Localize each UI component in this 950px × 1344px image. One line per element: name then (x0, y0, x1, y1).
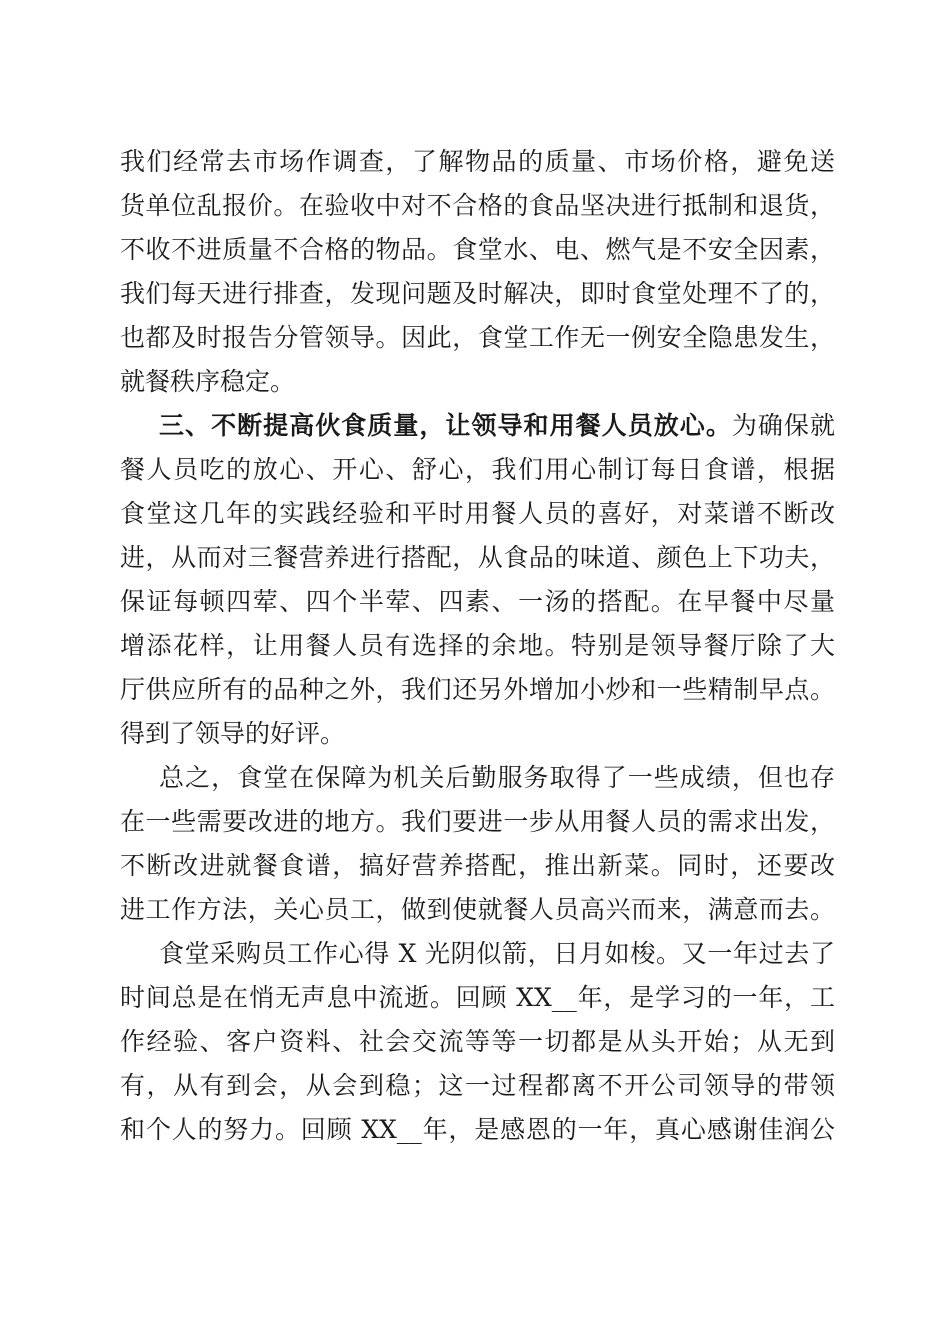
text-line: 我们经常去市场作调查，了解物品的质量、市场价格，避免送 (120, 147, 835, 176)
text-line: 和个人的努力。回顾 XX__年，是感恩的一年，真心感谢佳润公 (120, 1115, 835, 1144)
text-line: 餐人员吃的放心、开心、舒心，我们用心制订每日食谱，根据 (120, 455, 835, 484)
text-line: 厅供应所有的品种之外，我们还另外增加小炒和一些精制早点。 (120, 675, 835, 704)
text-line: 总之，食堂在保障为机关后勤服务取得了一些成绩，但也存 (159, 763, 835, 792)
text-line: 我们每天进行排查，发现问题及时解决，即时食堂处理不了的， (120, 279, 835, 308)
text-line: 就餐秩序稳定。 (120, 367, 296, 396)
section-heading-line (159, 404, 835, 448)
section-heading: 三、不断提高伙食质量，让领导和用餐人员放心。 (159, 411, 732, 440)
text-line: 货单位乱报价。在验收中对不合格的食品坚决进行抵制和退货， (120, 191, 835, 220)
text-line: 得到了领导的好评。 (120, 719, 346, 748)
text-line: 在一些需要改进的地方。我们要进一步从用餐人员的需求出发， (120, 807, 835, 836)
text-line: 保证每顿四荤、四个半荤、四素、一汤的搭配。在早餐中尽量 (120, 587, 835, 616)
text-line: 食堂这几年的实践经验和平时用餐人员的喜好，对菜谱不断改 (120, 499, 835, 528)
text-line: 不收不进质量不合格的物品。食堂水、电、燃气是不安全因素， (120, 235, 835, 264)
text-line: 有，从有到会，从会到稳；这一过程都离不开公司领导的带领 (120, 1071, 835, 1100)
text-line: 食堂采购员工作心得 X 光阴似箭，日月如梭。又一年过去了 (159, 939, 835, 968)
text-line: 作经验、客户资料、社会交流等等一切都是从头开始；从无到 (120, 1027, 835, 1056)
text-line: 也都及时报告分管领导。因此，食堂工作无一例安全隐患发生， (120, 323, 835, 352)
text-line: 时间总是在悄无声息中流逝。回顾 XX__年，是学习的一年，工 (120, 983, 835, 1012)
text-line: 增添花样，让用餐人员有选择的余地。特别是领导餐厅除了大 (120, 631, 835, 660)
text-line: 进工作方法，关心员工，做到使就餐人员高兴而来，满意而去。 (120, 895, 835, 924)
text-line: 进，从而对三餐营养进行搭配，从食品的味道、颜色上下功夫， (120, 543, 835, 572)
heading-line-rest: 为确保就 (731, 411, 835, 440)
text-line: 不断改进就餐食谱，搞好营养搭配，推出新菜。同时，还要改 (120, 851, 835, 880)
